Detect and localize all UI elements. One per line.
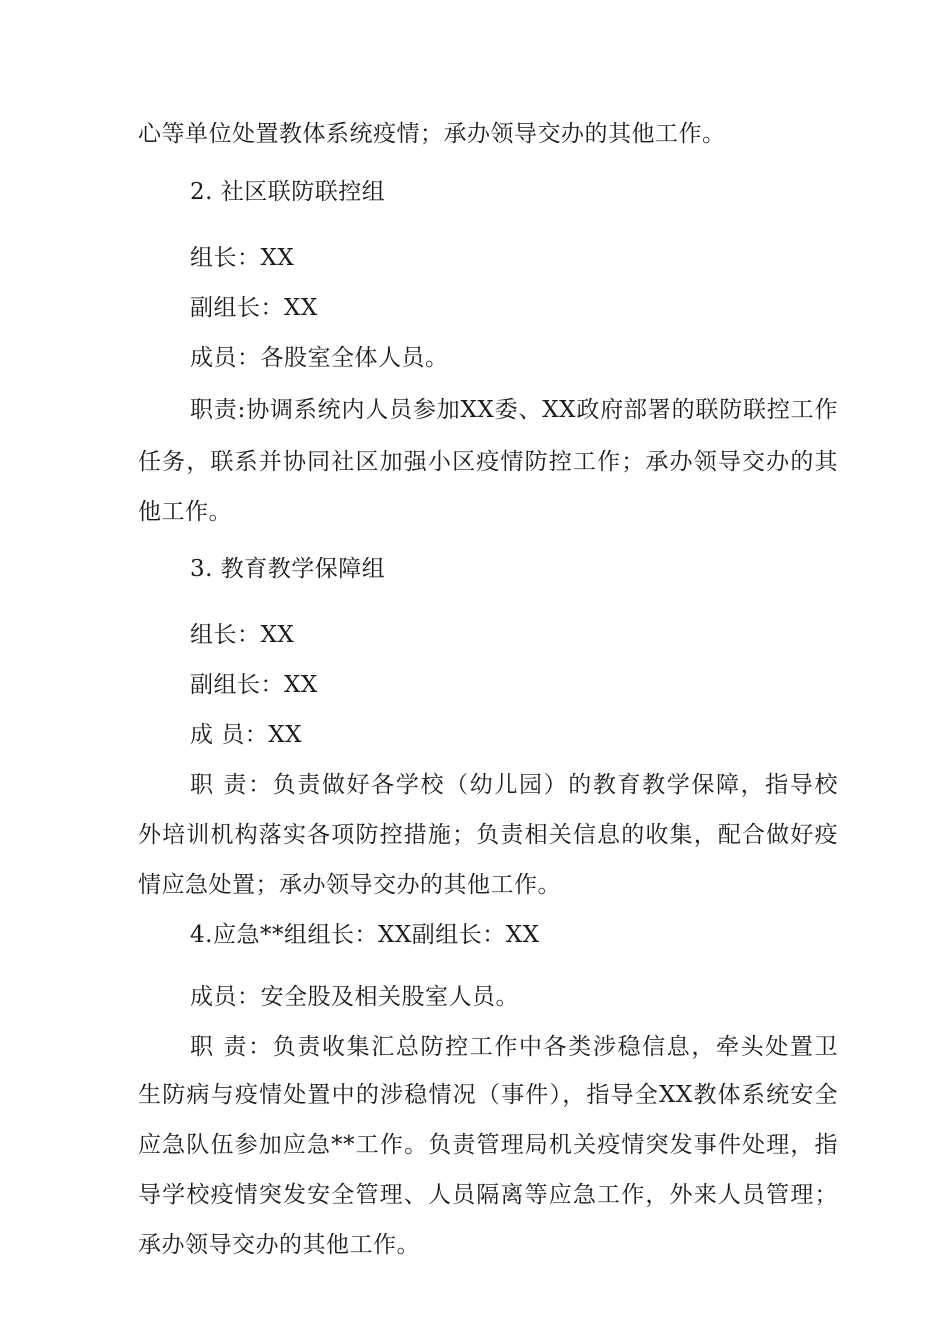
paragraph-line: 职 责：负责做好各学校（幼儿园）的教育教学保障，指导校 [190, 772, 838, 798]
paragraph-line: 他工作。 [138, 499, 232, 525]
paragraph-line: 心等单位处置教体系统疫情；承办领导交办的其他工作。 [138, 121, 726, 147]
paragraph-line: 成员：安全股及相关股室人员。 [190, 984, 519, 1010]
section-heading: 2. 社区联防联控组 [190, 179, 386, 205]
paragraph-line: 任务，联系并协同社区加强小区疫情防控工作；承办领导交办的其 [138, 449, 838, 475]
paragraph-line: 外培训机构落实各项防控措施；负责相关信息的收集，配合做好疫 [138, 822, 838, 848]
paragraph-line: 职 责：负责收集汇总防控工作中各类涉稳信息，牵头处置卫 [190, 1034, 838, 1060]
paragraph-line: 情应急处置；承办领导交办的其他工作。 [138, 872, 561, 898]
paragraph-line: 成员：各股室全体人员。 [190, 345, 449, 371]
paragraph-line: 承办领导交办的其他工作。 [138, 1232, 420, 1258]
paragraph-line: 应急队伍参加应急**工作。负责管理局机关疫情突发事件处理，指 [138, 1132, 838, 1158]
paragraph-line: 组长：XX [190, 622, 295, 648]
paragraph-line: 副组长：XX [190, 295, 318, 321]
section-heading: 3. 教育教学保障组 [190, 556, 386, 582]
paragraph-line: 成 员：XX [190, 722, 303, 748]
paragraph-line: 组长：XX [190, 245, 295, 271]
paragraph-line: 导学校疫情突发安全管理、人员隔离等应急工作，外来人员管理； [138, 1182, 838, 1208]
paragraph-line: 职责:协调系统内人员参加XX委、XX政府部署的联防联控工作 [190, 397, 838, 423]
section-heading: 4.应急**组组长：XX副组长：XX [190, 922, 540, 948]
paragraph-line: 副组长：XX [190, 672, 318, 698]
paragraph-line: 生防病与疫情处置中的涉稳情况（事件），指导全XX教体系统安全 [138, 1082, 838, 1108]
